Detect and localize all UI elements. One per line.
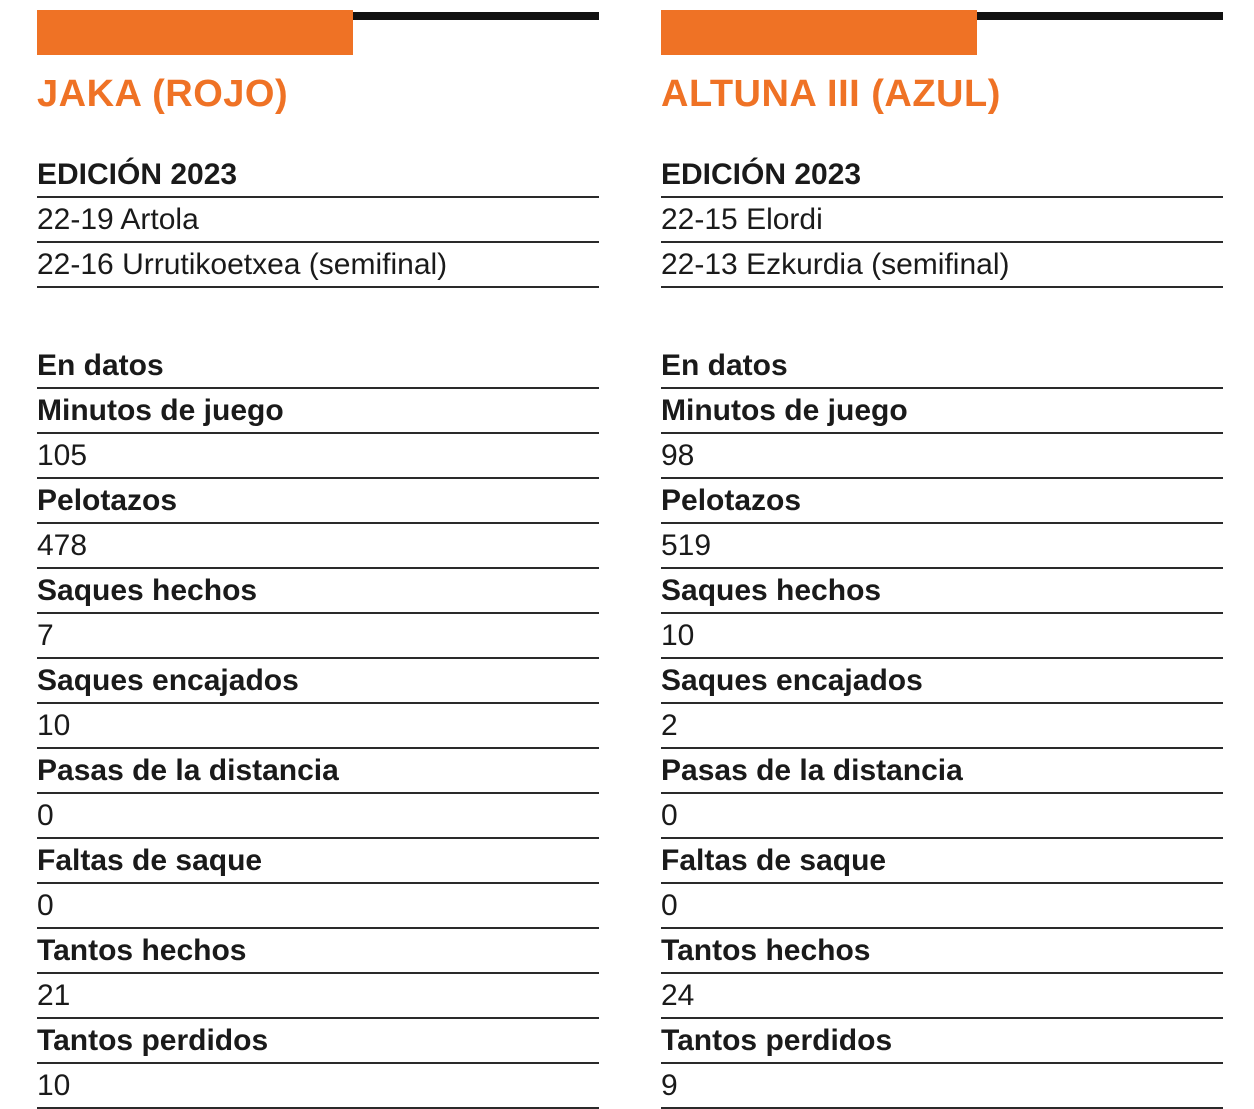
stat-label: Faltas de saque	[37, 839, 599, 884]
edition-section	[661, 153, 1223, 288]
stat-label: Tantos perdidos	[661, 1019, 1223, 1064]
stat-label: Saques encajados	[661, 659, 1223, 704]
player-title: JAKA (ROJO)	[37, 73, 289, 115]
stat-label: Saques hechos	[661, 569, 1223, 614]
edition-heading: EDICIÓN 2023	[37, 153, 599, 198]
stat-value: 7	[37, 614, 599, 659]
stat-label: Saques hechos	[37, 569, 599, 614]
stats-section	[37, 344, 599, 1109]
stat-label: Tantos hechos	[661, 929, 1223, 974]
stat-value: 10	[37, 1064, 599, 1109]
stat-label: Faltas de saque	[661, 839, 1223, 884]
stat-label: Pelotazos	[37, 479, 599, 524]
player-title: ALTUNA III (AZUL)	[661, 73, 1001, 115]
stat-value: 21	[37, 974, 599, 1019]
stat-value: 2	[661, 704, 1223, 749]
stat-value: 10	[661, 614, 1223, 659]
stat-value: 24	[661, 974, 1223, 1019]
stat-label: Pasas de la distancia	[37, 749, 599, 794]
data-heading: En datos	[661, 344, 1223, 389]
stat-label: Pasas de la distancia	[661, 749, 1223, 794]
stat-value: 0	[661, 884, 1223, 929]
result-row: 22-13 Ezkurdia (semifinal)	[661, 243, 1223, 288]
stat-value: 0	[661, 794, 1223, 839]
result-row: 22-15 Elordi	[661, 198, 1223, 243]
edition-section	[37, 153, 599, 288]
edition-heading: EDICIÓN 2023	[661, 153, 1223, 198]
stat-value: 478	[37, 524, 599, 569]
data-heading: En datos	[37, 344, 599, 389]
stat-label: Minutos de juego	[37, 389, 599, 434]
stat-label: Tantos perdidos	[37, 1019, 599, 1064]
stat-value: 0	[37, 794, 599, 839]
stat-value: 519	[661, 524, 1223, 569]
header-bar	[661, 10, 1223, 55]
orange-accent-block	[661, 10, 977, 55]
stat-label: Pelotazos	[661, 479, 1223, 524]
stat-value: 10	[37, 704, 599, 749]
player-card-right	[661, 10, 1223, 1109]
result-row: 22-19 Artola	[37, 198, 599, 243]
stats-section	[661, 344, 1223, 1109]
stat-label: Minutos de juego	[661, 389, 1223, 434]
stat-label: Saques encajados	[37, 659, 599, 704]
player-card-left	[37, 10, 599, 1109]
stat-value: 105	[37, 434, 599, 479]
orange-accent-block	[37, 10, 353, 55]
result-row: 22-16 Urrutikoetxea (semifinal)	[37, 243, 599, 288]
stat-value: 9	[661, 1064, 1223, 1109]
header-bar	[37, 10, 599, 55]
stat-value: 98	[661, 434, 1223, 479]
stat-value: 0	[37, 884, 599, 929]
stat-label: Tantos hechos	[37, 929, 599, 974]
